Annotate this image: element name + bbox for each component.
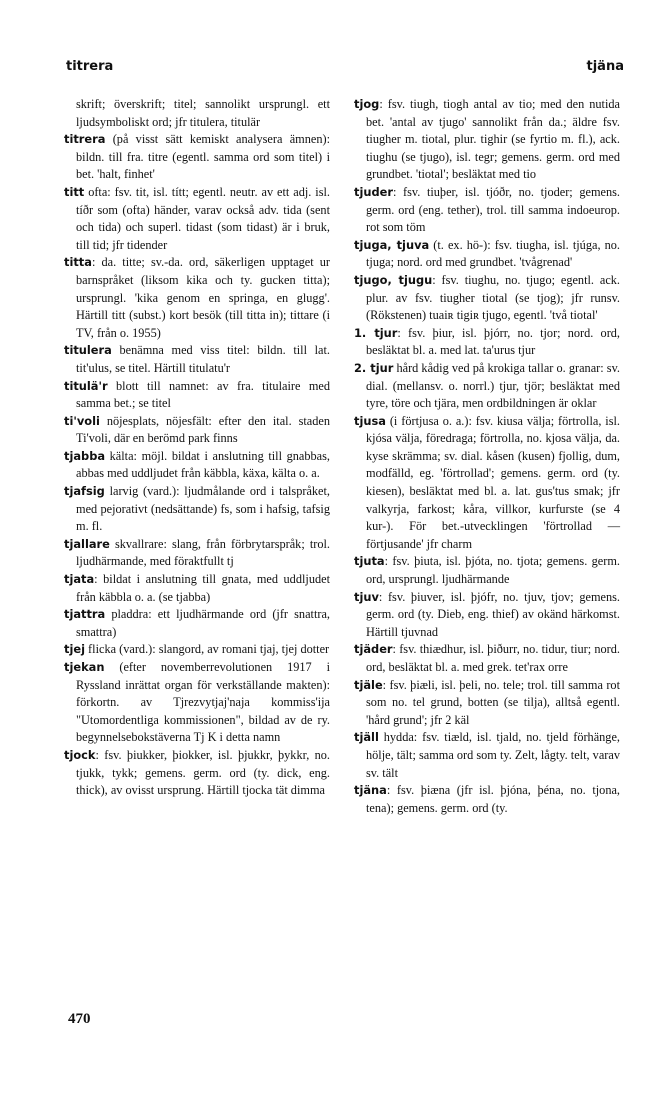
dictionary-entry	[64, 606, 330, 641]
entry-headword: 2. tjur	[354, 360, 394, 375]
dictionary-entry	[64, 96, 330, 131]
entry-headword: titulera	[64, 343, 112, 358]
entry-definition: : fsv. tiughu, no. tjugo; egentl. ack. plur. av fsv. tiugher tiotal (se tjog); jfr runsv. (Rökstenen) tuaiʀ tigiʀ tjugo, egentl. 'två tiotal'	[366, 272, 620, 323]
entry-definition: (i förtjusa o. a.): fsv. kiusa välja; förtrolla, isl. kjósa välja, föredraga; förtrolla, no. kjosa välja, da. kyse skrämma; sv. dial. kåsen (kusen) fjollig, dum, modfälld, eg. 'förtrollad'; gemens. germ. ord (ty. kiesen), besläktat med bl. a. lat. gus'tus smak; jfr valkyrja, farkost; kåra, villkor, kurfurste (se 4 kur-). För bet.-utvecklingen 'förtrollad — förtjusande' jfr charm	[366, 413, 620, 551]
dictionary-entry	[354, 325, 620, 360]
entry-definition: (t. ex. hö-): fsv. tiugha, isl. tjúga, no. tjuga; nord. ord med grundbet. 'tvågrenad'	[366, 237, 620, 270]
entry-definition: larvig (vard.): ljudmålande ord i talspråket, med pejorativt (nedsättande) fs, som i hafsig, tafsig m. fl.	[76, 484, 330, 534]
entry-headword: ti'voli	[64, 413, 100, 428]
entry-headword: 1. tjur	[354, 325, 398, 340]
dictionary-entry	[354, 589, 620, 642]
entry-headword: tjafsig	[64, 484, 105, 499]
entry-headword: tjuder	[354, 184, 393, 199]
dictionary-entry	[64, 254, 330, 342]
entry-definition: : fsv. þiuta, isl. þjóta, no. tjota; gemens. germ. ord, ursprungl. ljudhärmande	[366, 554, 620, 587]
header-first-headword: titrera	[66, 59, 114, 74]
dictionary-entry	[354, 237, 620, 272]
header-last-headword: tjäna	[586, 59, 624, 74]
entry-definition: skvallrare: slang, från förbrytarspråk; trol. ljudhärmande, med föraktfullt tj	[76, 536, 330, 569]
dictionary-entry	[354, 184, 620, 237]
dictionary-entry	[64, 641, 330, 659]
entry-headword: titulä'r	[64, 378, 108, 393]
entry-definition: flicka (vard.): slangord, av romani tjaj, tjej dotter	[84, 642, 330, 657]
entry-headword: tjekan	[64, 660, 105, 674]
entry-headword: tjabba	[64, 448, 106, 463]
dictionary-entry	[64, 659, 330, 747]
dictionary-entry	[64, 747, 330, 800]
entry-headword: tjock	[64, 747, 96, 762]
entry-headword: titta	[64, 255, 92, 270]
page-number: 470	[68, 1011, 91, 1027]
entry-headword: titt	[64, 184, 85, 199]
dictionary-entry	[64, 413, 330, 448]
left-column	[64, 96, 330, 800]
entry-headword: tjog	[354, 97, 380, 111]
dictionary-entry	[64, 342, 330, 377]
entry-definition: (på visst sätt kemiskt analysera ämnen): bildn. till fra. titre (egentl. samma ord som titel) i bet. 'halt, finhet'	[76, 132, 330, 182]
entry-definition: : fsv. þiur, isl. þjórr, no. tjor; nord. ord, besläktat bl. a. med lat. ta'urus tjur	[366, 325, 621, 358]
entry-headword: tjuta	[354, 554, 385, 569]
entry-definition: blott till namnet: av fra. titulaire med samma bet.; se titel	[76, 378, 330, 411]
entry-headword: titrera	[64, 132, 106, 147]
entry-headword: tjattra	[64, 607, 106, 622]
dictionary-entry	[64, 483, 330, 536]
entry-definition: : fsv. thiædhur, isl. þiðurr, no. tidur, tiur; nord. ord, besläktat bl. a. med grek. tet'rax orre	[366, 642, 620, 674]
entry-headword: tjusa	[354, 413, 386, 428]
entry-definition: pladdra: ett ljudhärmande ord (jfr snattra, smattra)	[76, 607, 330, 639]
entry-definition: : fsv. þiukker, þiokker, isl. þjukkr, þykkr, no. tjukk, tykk; gemens. germ. ord (ty. dick, eng. thick), av ovisst ursprung. Härtill tjocka tät dimma	[76, 747, 330, 798]
entry-definition: : fsv. þiæli, isl. þeli, no. tele; trol. till samma rot som no. tel grund, botten (se tilja), alltså egentl. 'hård grund'; jfr 2 käl	[366, 677, 620, 727]
dictionary-entry	[354, 272, 620, 325]
dictionary-entry	[354, 641, 620, 676]
dictionary-entry	[64, 378, 330, 413]
entry-headword: tjuga, tjuva	[354, 237, 430, 252]
dictionary-entry	[354, 553, 620, 588]
entry-definition: : fsv. tiuþer, isl. tjóðr, no. tjoder; gemens. germ. ord (eng. tether), trol. till samma indoeurop. rot som töm	[366, 184, 620, 235]
entry-definition: benämna med viss titel: bildn. till lat. tit'ulus, se titel. Härtill titulatu'r	[76, 343, 330, 375]
entry-headword: tjallare	[64, 536, 110, 551]
entry-headword: tjäder	[354, 642, 393, 657]
dictionary-entry	[354, 360, 620, 413]
entry-definition: kälta: möjl. bildat i anslutning till gnabbas, abbas med uddljudet från käbbla, käxa, kälta o. a.	[76, 448, 330, 481]
entry-definition: hård kådig ved på krokiga tallar o. granar: sv. dial. (mellansv. o. norrl.) tjur, tjör; besläktat med tyre, töre och tjära, men ordbildningen är oklar	[366, 360, 620, 411]
entry-headword: tjäle	[354, 677, 383, 692]
entry-definition: ofta: fsv. tit, isl. títt; egentl. neutr. av ett adj. isl. tíðr som (ofta) händer, varav också adv. tida (sent och tida) och superl. tidast (som tidast) är i bruk, till tid; jfr tidender	[76, 184, 330, 252]
dictionary-entry	[354, 782, 620, 817]
dictionary-entry	[354, 677, 620, 730]
entry-headword: tjuv	[354, 589, 379, 604]
entry-headword: tjata	[64, 572, 95, 587]
entry-headword: tjej	[64, 642, 85, 657]
entry-definition: : fsv. þiæna (jfr isl. þjóna, þéna, no. tjona, tena); gemens. germ. ord (ty.	[366, 783, 620, 815]
entry-definition: skrift; överskrift; titel; sannolikt ursprungl. ett ljudsymboliskt ord; jfr titulera, titulär	[76, 97, 330, 129]
dictionary-entry	[64, 131, 330, 184]
entry-definition: : fsv. tiugh, tiogh antal av tio; med den nutida bet. 'antal av tjugo' sannolikt från da.; äldre fsv. tiugher m. tiotal, plur. tighir (se fyrtio m. fl.), ack. tiughu (se tjugo), isl. tegr; gemens. germ. ord med grundbet. 'tiotal'; besläktat med tio	[366, 97, 620, 182]
dictionary-entry	[64, 536, 330, 571]
dictionary-entry	[64, 448, 330, 483]
entry-definition: : da. titte; sv.-da. ord, säkerligen upptaget ur barnspråket (liksom kika och ty. gucken titta); ursprungl. 'kika genom en springa, en glugg'. Härtill titt (subst.) kort besök (till titta in); tittare (i TV, från o. 1955)	[76, 255, 330, 340]
entry-definition: (efter novemberrevolutionen 1917 i Ryssland inrättat organ för verkställande makten): förkortn. av Tjrezvytjaj'naja kommiss'ija "Utomordentliga kommissionen", bildad av de ry. begynnelsebokstäverna Tj K i detta namn	[76, 660, 330, 745]
dictionary-entry	[354, 96, 620, 184]
entry-headword: tjäna	[354, 783, 387, 798]
page-header	[64, 59, 624, 79]
dictionary-entry	[354, 729, 620, 782]
entry-definition: hydda: fsv. tiæld, isl. tjald, no. tjeld förhänge, hölje, tält; samma ord som ty. Zelt, lågty. telt, varav sv. tält	[366, 730, 620, 780]
right-column	[354, 96, 620, 817]
dictionary-entry	[354, 413, 620, 554]
entry-headword: tjäll	[354, 730, 379, 745]
entry-definition: nöjesplats, nöjesfält: efter den ital. staden Ti'voli, där en berömd park finns	[76, 413, 330, 446]
entry-definition: : fsv. þiuver, isl. þjófr, no. tjuv, tjov; gemens. germ. ord (ty. Dieb, eng. thief) av okänd härkomst. Härtill tjuvnad	[366, 589, 620, 639]
entry-headword: tjugo, tjugu	[354, 272, 433, 287]
dictionary-entry	[64, 184, 330, 254]
dictionary-entry	[64, 571, 330, 606]
entry-definition: : bildat i anslutning till gnata, med uddljudet från käbbla o. a. (se tjabba)	[76, 572, 330, 604]
